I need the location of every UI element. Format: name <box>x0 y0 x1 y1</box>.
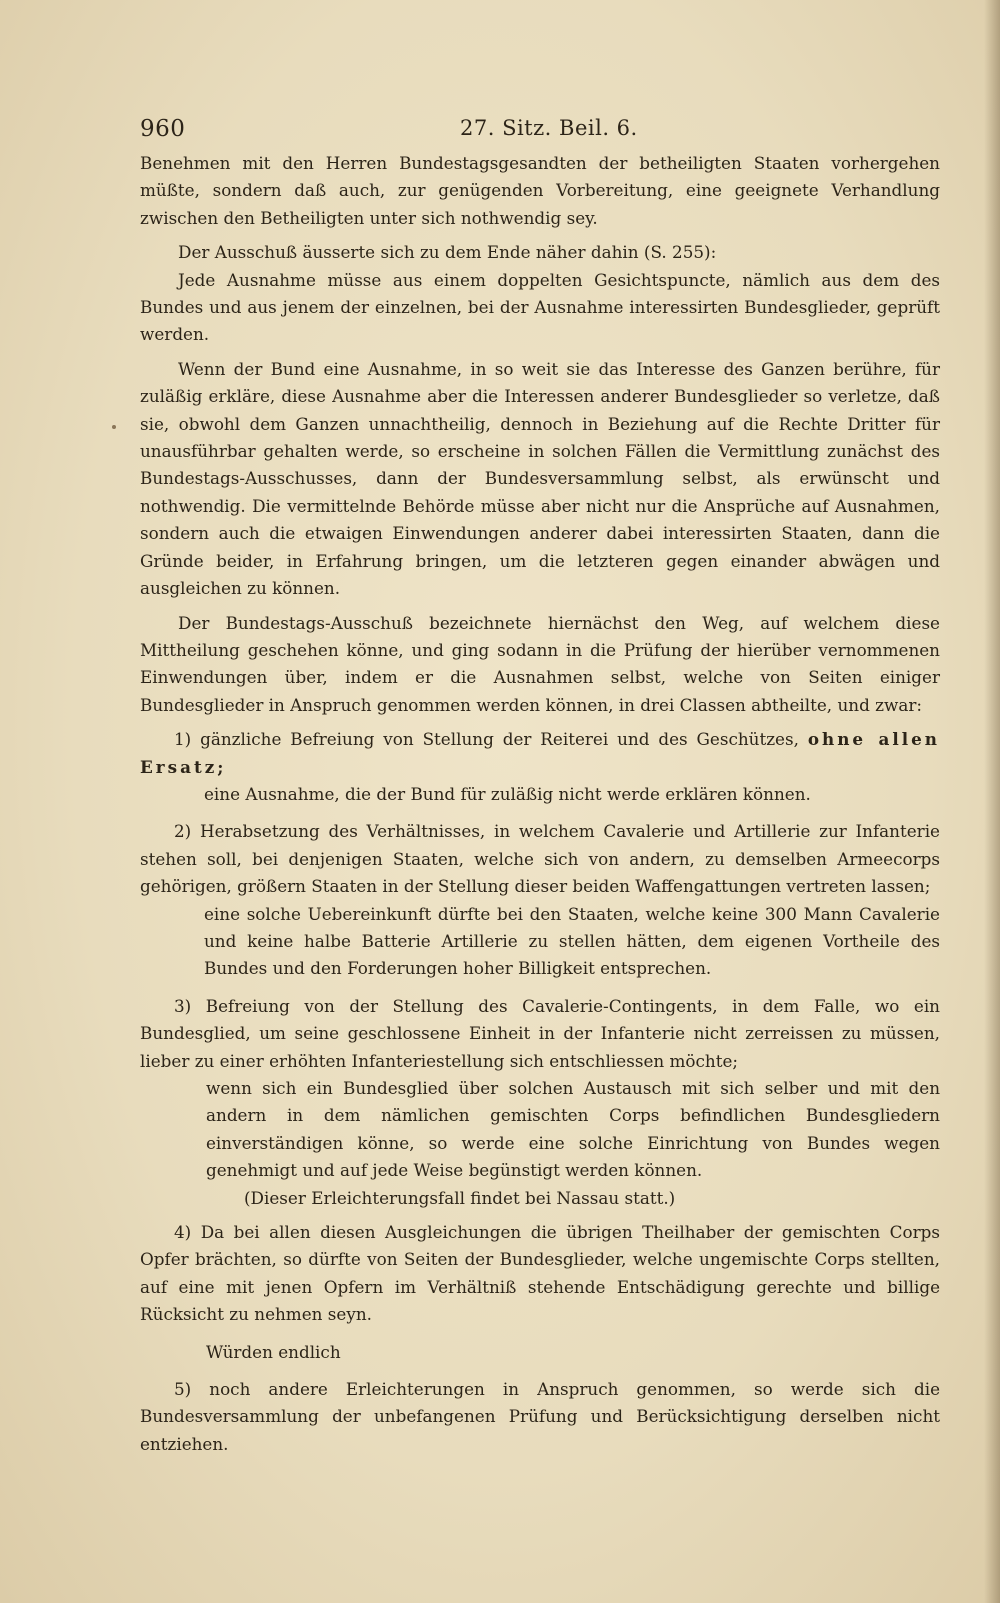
list-item-3-note: wenn sich ein Bundesglied über solchen Austausch mit sich selber und mit den andern in dem nämlichen gemischten Corps befindlichen Bundesgliedern einverständigen könne, so werde eine solche Einrichtung von Bundes wegen genehmigt und auf jede Weise begünstigt werden können. <box>206 1078 940 1181</box>
list-item-1-emphasis: ohne allen Ersatz; <box>140 729 940 777</box>
running-head: 27. Sitz. Beil. 6. <box>460 116 638 140</box>
list-item-1-text: 1) gänzliche Befreiung von Stellung der Reiterei und des Geschützes, <box>174 729 799 750</box>
list-item-2-note: eine solche Uebereinkunft dürfte bei den Staaten, welche keine 300 Mann Cavalerie und keine halbe Batterie Artillerie zu stellen hätten, dem eigenen Vortheile des Bundes und den Forderungen hoher Billigkeit entsprechen. <box>204 903 940 979</box>
list-item-3-nassau-note: (Dieser Erleichterungsfall findet bei Nassau statt.) <box>244 1187 676 1208</box>
paragraph-finally: Würden endlich <box>206 1341 341 1362</box>
list-item-2: 2) Herabsetzung des Verhältnisses, in welchem Cavalerie und Artillerie zur Infanterie stehen soll, bei denjenigen Staaten, welche sich von andern, zu demselben Armeecorps gehörigen, größern Staaten in der Stellung dieser beiden Waffengattungen vertreten lassen; <box>140 821 940 897</box>
paragraph-committee-statement: Der Ausschuß äusserte sich zu dem Ende näher dahin (S. 255): <box>178 242 717 263</box>
paragraph-mediation: Wenn der Bund eine Ausnahme, in so weit sie das Interesse des Ganzen berühre, für zuläßig erkläre, diese Ausnahme aber die Interessen anderer Bundesglieder so verletze, daß sie, obwohl dem Ganzen unnachtheilig, dennoch in Beziehung auf die Rechte Dritter für unausführbar gehalten werde, so erscheine in solchen Fällen die Vermittlung zunächst des Bundestags-Ausschusses, dann der Bundesversammlung selbst, als erwünscht und nothwendig. Die vermittelnde Behörde müsse aber nicht nur die Ansprüche auf Ausnahmen, sondern auch die etwaigen Einwendungen anderer dabei interessirten Staaten, dann die Gründe beider, in Erfahrung bringen, um die letzteren gegen einander abwägen und ausgleichen zu können. <box>140 358 940 599</box>
list-item-3: 3) Befreiung von der Stellung des Cavalerie-Contingents, in dem Falle, wo ein Bundesglied, um seine geschlossene Einheit in der Infanterie nicht zerreissen zu müssen, lieber zu einer erhöhten Infanteriestellung sich entschliessen möchte; <box>140 995 940 1071</box>
page-edge-shadow <box>984 0 1000 1603</box>
list-item-5: 5) noch andere Erleichterungen in Anspruch genommen, so werde sich die Bundesversammlung der unbefangenen Prüfung und Berücksichtigung derselben nicht entziehen. <box>140 1379 940 1454</box>
page-number: 960 <box>140 116 186 142</box>
paragraph-continuation: Benehmen mit den Herren Bundestagsgesandten der betheiligten Staaten vorhergehen müßte, sondern daß auch, zur genügenden Vorbereitung, eine geeignete Verhandlung zwischen den Betheiligten unter sich nothwendig sey. <box>140 153 940 228</box>
body-text <box>140 150 940 1458</box>
paragraph-three-classes: Der Bundestags-Ausschuß bezeichnete hiernächst den Weg, auf welchem diese Mittheilung geschehen könne, und ging sodann in die Prüfung der hierüber vernommenen Einwendungen über, indem er die Ausnahmen selbst, welche von Seiten einiger Bundesglieder in Anspruch genommen werden können, in drei Classen abtheilte, und zwar: <box>140 612 940 715</box>
list-item-1-note: eine Ausnahme, die der Bund für zuläßig nicht werde erklären können. <box>204 783 811 804</box>
list-item-4: 4) Da bei allen diesen Ausgleichungen die übrigen Theilhaber der gemischten Corps Opfer brächten, so dürfte von Seiten der Bundesglieder, welche ungemischte Corps stellten, auf eine mit jenen Opfern im Verhältniß stehende Entschädigung gerechte und billige Rücksicht zu nehmen seyn. <box>140 1222 940 1325</box>
list-item-1 <box>140 726 940 781</box>
paragraph-exception-review: Jede Ausnahme müsse aus einem doppelten Gesichtspuncte, nämlich aus dem des Bundes und aus jenem der einzelnen, bei der Ausnahme interessirten Bundesglieder, geprüft werden. <box>140 269 940 345</box>
page-header <box>140 112 940 152</box>
margin-speck <box>112 425 116 429</box>
